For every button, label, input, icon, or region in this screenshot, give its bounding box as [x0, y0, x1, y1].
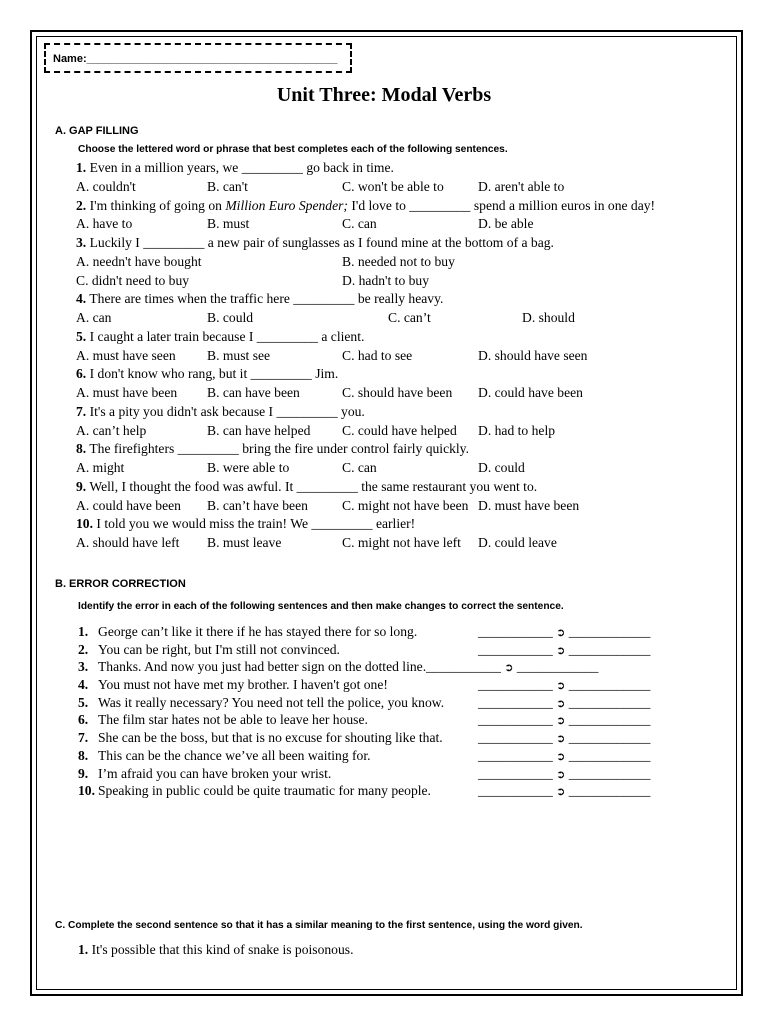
- question-10: [76, 515, 726, 534]
- option-c: C. can: [342, 216, 377, 232]
- option-d: D. should have seen: [478, 347, 588, 363]
- option-d: D. be able: [478, 216, 534, 232]
- question-stem: I don't know who rang, but it _________ Jim.: [89, 366, 339, 382]
- page-title: Unit Three: Modal Verbs: [276, 84, 492, 106]
- option-d: D. could have been: [478, 385, 583, 400]
- option-a: A. needn't have bought: [76, 253, 202, 269]
- arrow-icon: ➲: [556, 785, 566, 799]
- error-item-4: [78, 676, 728, 694]
- answer-blank-right: ____________: [568, 624, 651, 639]
- option-a: A. should have left: [76, 535, 180, 550]
- question-stem-start: I'm thinking of going on: [89, 197, 222, 213]
- option-a: A. could have been: [76, 497, 181, 513]
- option-b: B. can’t have been: [207, 497, 308, 513]
- item-sentence: You can be right, but I'm still not convinced.: [98, 641, 340, 657]
- option-d: D. had to help: [478, 422, 556, 438]
- answer-blank-right: ____________: [568, 765, 651, 781]
- show-title-italic: Million Euro Spender;: [225, 197, 348, 213]
- section-c-heading: C. Complete the second sentence so that it has a similar meaning to the first sentence, using the word given.: [55, 920, 583, 931]
- option-a: A. must have been: [76, 385, 178, 400]
- sentence-transformation-item-1: [78, 941, 353, 959]
- answer-blank-left: ___________: [478, 783, 553, 799]
- item-sentence: This can be the chance we’ve all been waiting for.: [98, 747, 371, 763]
- option-b: B. can't: [207, 178, 248, 194]
- answer-blank-right: ____________: [568, 694, 651, 710]
- section-a-heading: A. GAP FILLING: [55, 125, 139, 137]
- name-field-label: Name:_________________________________________: [53, 53, 338, 65]
- question-stem: It's a pity you didn't ask because I _________ you.: [89, 403, 365, 419]
- item-sentence: She can be the boss, but that is no excuse for shouting like that.: [98, 730, 443, 746]
- answer-field: [478, 676, 650, 695]
- section-b-instruction: Identify the error in each of the following sentences and then make changes to correct the sentence.: [78, 601, 564, 612]
- option-c: C. didn't need to buy: [76, 272, 190, 288]
- option-a: A. might: [76, 460, 125, 475]
- item-number: 9.: [78, 765, 89, 781]
- question-3: [76, 234, 726, 253]
- question-8-options: [76, 459, 726, 478]
- item-sentence: The film star hates not be able to leave her house.: [98, 712, 368, 728]
- error-item-8: [78, 747, 728, 765]
- option-a: A. can: [76, 310, 112, 325]
- option-b: B. must: [207, 216, 250, 232]
- error-item-5: [78, 694, 728, 712]
- question-6: [76, 365, 726, 384]
- error-item-2: [78, 641, 728, 659]
- arrow-icon: ➲: [556, 626, 566, 639]
- section-a-instruction: Choose the lettered word or phrase that best completes each of the following sentences.: [78, 144, 508, 155]
- item-number: 3.: [78, 659, 89, 675]
- arrow-icon: ➲: [556, 732, 566, 746]
- option-b: B. must see: [207, 347, 271, 363]
- answer-blank-left: ___________: [478, 730, 553, 746]
- question-number: 9.: [76, 478, 87, 494]
- error-item-7: [78, 729, 728, 747]
- error-item-6: [78, 711, 728, 729]
- question-stem-end: I'd love to _________ spend a million euros in one day!: [351, 197, 656, 213]
- section-b-heading: B. ERROR CORRECTION: [55, 578, 186, 590]
- question-number: 2.: [76, 197, 87, 213]
- option-c: C. could have helped: [342, 422, 457, 438]
- answer-field: [478, 711, 650, 730]
- item-sentence: Speaking in public could be quite traumatic for many people.: [98, 783, 431, 799]
- answer-blank-left: ___________: [478, 694, 553, 710]
- answer-blank-right: ____________: [568, 783, 651, 799]
- question-stem: The firefighters _________ bring the fire under control fairly quickly.: [89, 441, 469, 457]
- question-number: 1.: [76, 160, 87, 175]
- answer-field: [478, 694, 650, 713]
- answer-field: [478, 623, 650, 642]
- arrow-icon: ➲: [556, 643, 566, 657]
- question-number: 8.: [76, 441, 87, 457]
- error-item-3: [78, 658, 728, 676]
- question-1: [76, 159, 726, 178]
- option-b: B. were able to: [207, 460, 290, 475]
- answer-field: [478, 765, 650, 784]
- question-5: [76, 328, 726, 347]
- question-8: [76, 440, 726, 459]
- option-a: A. couldn't: [76, 178, 136, 194]
- arrow-icon: ➲: [556, 767, 566, 781]
- question-number: 7.: [76, 403, 87, 419]
- question-stem: I told you we would miss the train! We _________ earlier!: [96, 516, 416, 532]
- question-stem: There are times when the traffic here _________ be really heavy.: [89, 291, 444, 307]
- option-b: B. needed not to buy: [342, 253, 455, 269]
- answer-blank-right: ____________: [568, 730, 651, 746]
- question-4-options: [76, 309, 726, 328]
- answer-blank-right: ____________: [516, 659, 599, 675]
- question-stem: Well, I thought the food was awful. It _________ the same restaurant you went to.: [89, 478, 538, 494]
- item-number: 10.: [78, 783, 95, 799]
- option-c: C. can’t: [388, 310, 431, 325]
- item-number: 1.: [78, 942, 89, 957]
- item-number: 5.: [78, 694, 89, 710]
- item-sentence: You must not have met my brother. I haven't got one!: [98, 677, 388, 693]
- gap-filling-questions: [76, 159, 726, 553]
- item-number: 6.: [78, 712, 89, 728]
- arrow-icon: ➲: [504, 661, 514, 675]
- item-number: 8.: [78, 747, 89, 763]
- answer-blank-left: ___________: [478, 677, 553, 693]
- error-item-1: [78, 623, 728, 641]
- option-c: C. won't be able to: [342, 178, 444, 194]
- item-number: 1.: [78, 624, 89, 639]
- arrow-icon: ➲: [556, 749, 566, 763]
- question-9: [76, 478, 726, 497]
- question-1-options: [76, 178, 726, 197]
- item-sentence: George can’t like it there if he has stayed there for so long.: [98, 624, 418, 639]
- option-d: D. must have been: [478, 497, 580, 513]
- answer-blank-left: ___________: [426, 659, 501, 675]
- question-7-options: [76, 422, 726, 441]
- arrow-icon: ➲: [556, 679, 566, 693]
- answer-blank-right: ____________: [568, 641, 651, 657]
- error-item-9: [78, 765, 728, 783]
- question-9-options: [76, 497, 726, 516]
- option-a: A. can’t help: [76, 422, 147, 438]
- option-c: C. had to see: [342, 347, 413, 363]
- answer-field: [478, 782, 650, 801]
- question-7: [76, 403, 726, 422]
- item-number: 7.: [78, 730, 89, 746]
- question-2-options: [76, 215, 726, 234]
- answer-blank-left: ___________: [478, 712, 553, 728]
- option-d: D. could: [478, 460, 525, 475]
- answer-field: [478, 747, 650, 766]
- option-b: B. can have been: [207, 385, 300, 400]
- question-number: 6.: [76, 366, 87, 382]
- item-sentence: It's possible that this kind of snake is poisonous.: [91, 942, 354, 957]
- question-3-options-row-2: [76, 272, 726, 291]
- option-d: D. hadn't to buy: [342, 272, 430, 288]
- name-field-box: [44, 43, 352, 73]
- answer-blank-left: ___________: [478, 765, 553, 781]
- question-2: [76, 197, 726, 216]
- arrow-icon: ➲: [556, 714, 566, 728]
- option-b: B. must leave: [207, 535, 282, 550]
- item-number: 2.: [78, 641, 89, 657]
- question-stem: Even in a million years, we _________ go back in time.: [89, 160, 394, 175]
- question-number: 10.: [76, 516, 93, 532]
- error-item-10: [78, 782, 728, 800]
- option-d: D. aren't able to: [478, 178, 565, 194]
- option-a: A. have to: [76, 216, 133, 232]
- question-3-options-row-1: [76, 253, 726, 272]
- answer-field: [426, 659, 598, 674]
- option-a: A. must have seen: [76, 347, 176, 363]
- answer-field: [478, 641, 650, 660]
- answer-blank-left: ___________: [478, 624, 553, 639]
- option-c: C. might not have been: [342, 497, 469, 513]
- question-number: 5.: [76, 328, 87, 344]
- question-number: 3.: [76, 235, 87, 250]
- option-d: D. should: [522, 310, 575, 325]
- question-number: 4.: [76, 291, 87, 307]
- answer-blank-left: ___________: [478, 747, 553, 763]
- item-sentence: Thanks. And now you just had better sign on the dotted line.: [98, 659, 427, 675]
- arrow-icon: ➲: [556, 696, 566, 710]
- question-stem: Luckily I _________ a new pair of sunglasses as I found mine at the bottom of a bag.: [89, 235, 554, 250]
- question-5-options: [76, 347, 726, 366]
- question-6-options: [76, 384, 726, 403]
- question-4: [76, 290, 726, 309]
- option-c: C. should have been: [342, 385, 453, 400]
- question-stem: I caught a later train because I _________ a client.: [89, 328, 365, 344]
- option-c: C. can: [342, 460, 377, 475]
- question-10-options: [76, 534, 726, 553]
- answer-blank-left: ___________: [478, 641, 553, 657]
- answer-field: [478, 729, 650, 748]
- answer-blank-right: ____________: [568, 677, 651, 693]
- item-sentence: Was it really necessary? You need not tell the police, you know.: [98, 694, 445, 710]
- answer-blank-right: ____________: [568, 747, 651, 763]
- answer-blank-right: ____________: [568, 712, 651, 728]
- error-correction-list: [78, 623, 728, 800]
- item-sentence: I’m afraid you can have broken your wrist.: [98, 765, 332, 781]
- option-b: B. could: [207, 310, 254, 325]
- option-c: C. might not have left: [342, 535, 461, 550]
- item-number: 4.: [78, 677, 89, 693]
- option-b: B. can have helped: [207, 422, 311, 438]
- option-d: D. could leave: [478, 535, 557, 550]
